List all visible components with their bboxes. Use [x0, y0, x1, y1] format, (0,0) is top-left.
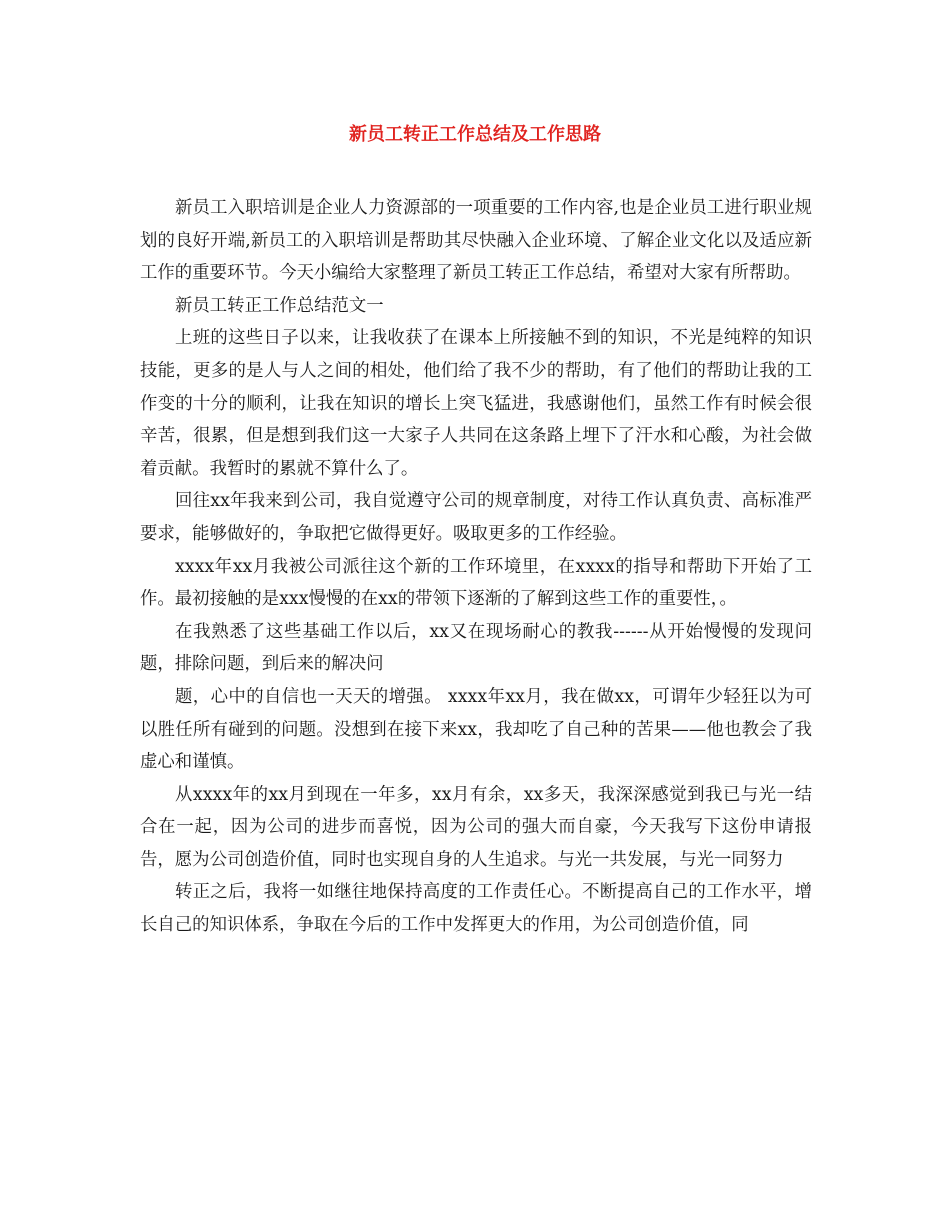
paragraph: 转正之后，我将一如继往地保持高度的工作责任心。不断提高自己的工作水平，增长自己的知识体系，争取在今后的工作中发挥更大的作用，为公司创造价值，同 [140, 882, 812, 936]
paragraph: 上班的这些日子以来，让我收获了在课本上所接触不到的知识，不光是纯粹的知识技能，更多的是人与人之间的相处，他们给了我不少的帮助，有了他们的帮助让我的工作变的十分的顺利，让我在知识的增长上突飞猛进，我感谢他们，虽然工作有时候会很辛苦，很累，但是想到我们这一大家子人共同在这条路上埋下了汗水和心酸，为社会做着贡献。我暂时的累就不算什么了。 [140, 328, 812, 479]
paragraph: xxxx年xx月我被公司派往这个新的工作环境里，在xxxx的指导和帮助下开始了工作。最初接触的是xxx慢慢的在xx的带领下逐渐的了解到这些工作的重要性，。 [140, 556, 812, 610]
paragraph-section-heading: 新员工转正工作总结范文一 [175, 295, 384, 316]
paragraph: 题，心中的自信也一天天的增强。 xxxx年xx月，我在做xx，可谓年少轻狂以为可以胜任所有碰到的问题。没想到在接下来xx，我却吃了自己种的苦果——他也教会了我虚心和谨慎。 [140, 686, 812, 773]
document-body [140, 192, 812, 942]
paragraph: 从xxxx年的xx月到现在一年多，xx月有余，xx多天，我深深感觉到我已与光一结合在一起，因为公司的进步而喜悦，因为公司的强大而自豪，今天我写下这份申请报告，愿为公司创造价值，同时也实现自身的人生追求。与光一共发展，与光一同努力 [140, 784, 812, 870]
paragraph: 在我熟悉了这些基础工作以后，xx又在现场耐心的教我------从开始慢慢的发现问题，排除问题，到后来的解决问 [140, 621, 812, 675]
paragraph: 回往xx年我来到公司，我自觉遵守公司的规章制度，对待工作认真负责、高标准严要求，能够做好的，争取把它做得更好。吸取更多的工作经验。 [140, 491, 812, 544]
paragraph-intro: 新员工入职培训是企业人力资源部的一项重要的工作内容,也是企业员工进行职业规划的良好开端,新员工的入职培训是帮助其尽快融入企业环境、了解企业文化以及适应新工作的重要环节。今天小编给大家整理了新员工转正工作总结，希望对大家有所帮助。 [140, 198, 812, 284]
document-title: 新员工转正工作总结及工作思路 [349, 124, 601, 145]
